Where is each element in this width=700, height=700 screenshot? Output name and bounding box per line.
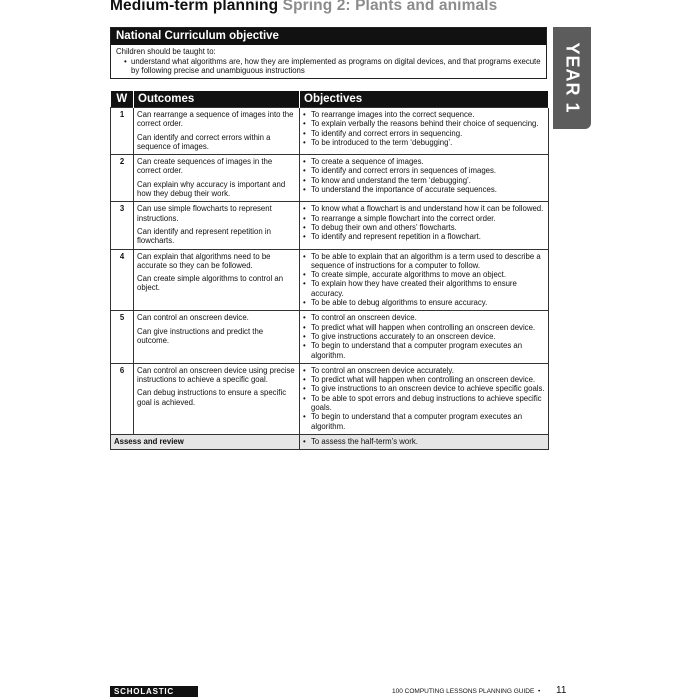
objective-item: • To control an onscreen device accurately. [303,366,545,375]
objective-item: • To give instructions to an onscreen device to achieve specific goals. [303,384,545,393]
week-number: 5 [111,311,134,363]
outcome-text: Can explain that algorithms need to be accurate so they can be followed. [137,251,271,270]
title-subtitle: Spring 2: Plants and animals [282,0,498,14]
outcome-text: Can control an onscreen device using precise instructions to achieve a specific goal. [137,365,295,385]
footer-title-text: 100 COMPUTING LESSONS PLANNING GUIDE [392,688,535,695]
page-number: 11 [556,685,567,696]
curriculum-objective-box [110,27,547,79]
objectives-cell [300,249,549,311]
outcome-text: Can identify and represent repetition in flowcharts. [137,226,271,246]
objective-item: • To know what a flowchart is and understand how it can be followed. [303,204,545,213]
outcome-text: Can use simple flowcharts to represent instructions. [137,204,272,223]
outcomes-cell [134,249,300,311]
objective-item: • To create a sequence of images. [303,157,545,166]
objective-item: • To begin to understand that a computer program executes an algorithm. [303,341,545,360]
objectives-cell [300,311,549,363]
planning-table [110,91,549,450]
week-number: 3 [111,202,134,249]
outcome-text: Can give instructions and predict the outcome. [137,326,264,345]
curriculum-heading: National Curriculum objective [111,28,546,45]
outcomes-cell [134,202,300,249]
year-tab-label: YEAR 1 [562,42,583,114]
header-outcomes: Outcomes [134,91,300,108]
objective-item: • To be able to explain that an algorithm is a term used to describe a sequence of instructions for a computer to follow. [303,252,545,271]
outcome-text: Can identify and correct errors within a sequence of images. [137,132,271,151]
table-row [111,155,549,202]
week-number: 6 [111,363,134,434]
objective-item: • To give instructions accurately to an onscreen device. [303,332,545,341]
table-row [111,249,549,311]
curriculum-body [111,45,546,76]
objective-item: • To identify and correct errors in sequencing. [303,129,545,138]
objective-item: • To be able to spot errors and debug instructions to achieve specific goals. [303,394,545,413]
assess-label: Assess and review [111,434,300,449]
year-tab [553,27,591,129]
assess-objective: • To assess the half-term’s work. [303,437,545,446]
objective-item: • To identify and correct errors in sequences of images. [303,166,545,175]
outcomes-cell [134,155,300,202]
outcome-text: Can create simple algorithms to control an object. [137,274,284,293]
objective-item: • To control an onscreen device. [303,313,545,322]
objectives-cell [300,155,549,202]
week-number: 2 [111,155,134,202]
page-title [110,0,497,15]
table-row [111,363,549,434]
objective-item: • To debug their own and others’ flowcharts. [303,223,545,232]
outcome-text: Can debug instructions to ensure a specific goal is achieved. [137,388,287,407]
outcome-text: Can explain why accuracy is important and how they debug their work. [137,179,286,199]
assess-row [111,434,549,449]
header-week: W [111,91,134,108]
assess-objectives [300,434,549,449]
objective-item: • To identify and represent repetition in a flowchart. [303,232,545,241]
table-row [111,202,549,249]
outcomes-cell [134,363,300,434]
table-row [111,311,549,363]
curriculum-bullet: • understand what algorithms are, how they are implemented as programs on digital devices, and that programs execute by following precise and unambiguous instructions [116,57,542,76]
objective-item: • To begin to understand that a computer program executes an algorithm. [303,412,545,431]
outcomes-cell [134,311,300,363]
objectives-cell [300,108,549,155]
objective-item: • To rearrange images into the correct sequence. [303,110,545,119]
title-main: Medium-term planning [110,0,279,14]
objective-item: • To predict what will happen when controlling an onscreen device. [303,375,545,384]
outcome-text: Can rearrange a sequence of images into the correct order. [137,110,294,129]
objective-item: • To be introduced to the term ‘debugging’. [303,138,545,147]
objective-item: • To explain verbally the reasons behind their choice of sequencing. [303,119,545,128]
outcome-text: Can control an onscreen device. [137,313,249,323]
table-header-row [111,91,549,108]
objective-item: • To rearrange a simple flowchart into the correct order. [303,214,545,223]
outcomes-cell [134,108,300,155]
table-row [111,108,549,155]
objectives-cell [300,363,549,434]
objective-item: • To be able to debug algorithms to ensure accuracy. [303,298,545,307]
objectives-cell [300,202,549,249]
footer-book-title [392,686,540,697]
objective-item: • To predict what will happen when controlling an onscreen device. [303,323,545,332]
footer-separator: • [537,688,541,695]
header-objectives: Objectives [300,91,549,108]
curriculum-intro: Children should be taught to: [116,47,216,56]
objective-item: • To create simple, accurate algorithms to move an object. [303,270,545,279]
objective-item: • To understand the importance of accurate sequences. [303,185,545,194]
outcome-text: Can create sequences of images in the correct order. [137,157,273,176]
week-number: 4 [111,249,134,311]
scholastic-logo: SCHOLASTIC [110,686,198,697]
objective-item: • To know and understand the term ‘debugging’. [303,176,545,185]
objective-item: • To explain how they have created their algorithms to ensure accuracy. [303,279,545,298]
week-number: 1 [111,108,134,155]
